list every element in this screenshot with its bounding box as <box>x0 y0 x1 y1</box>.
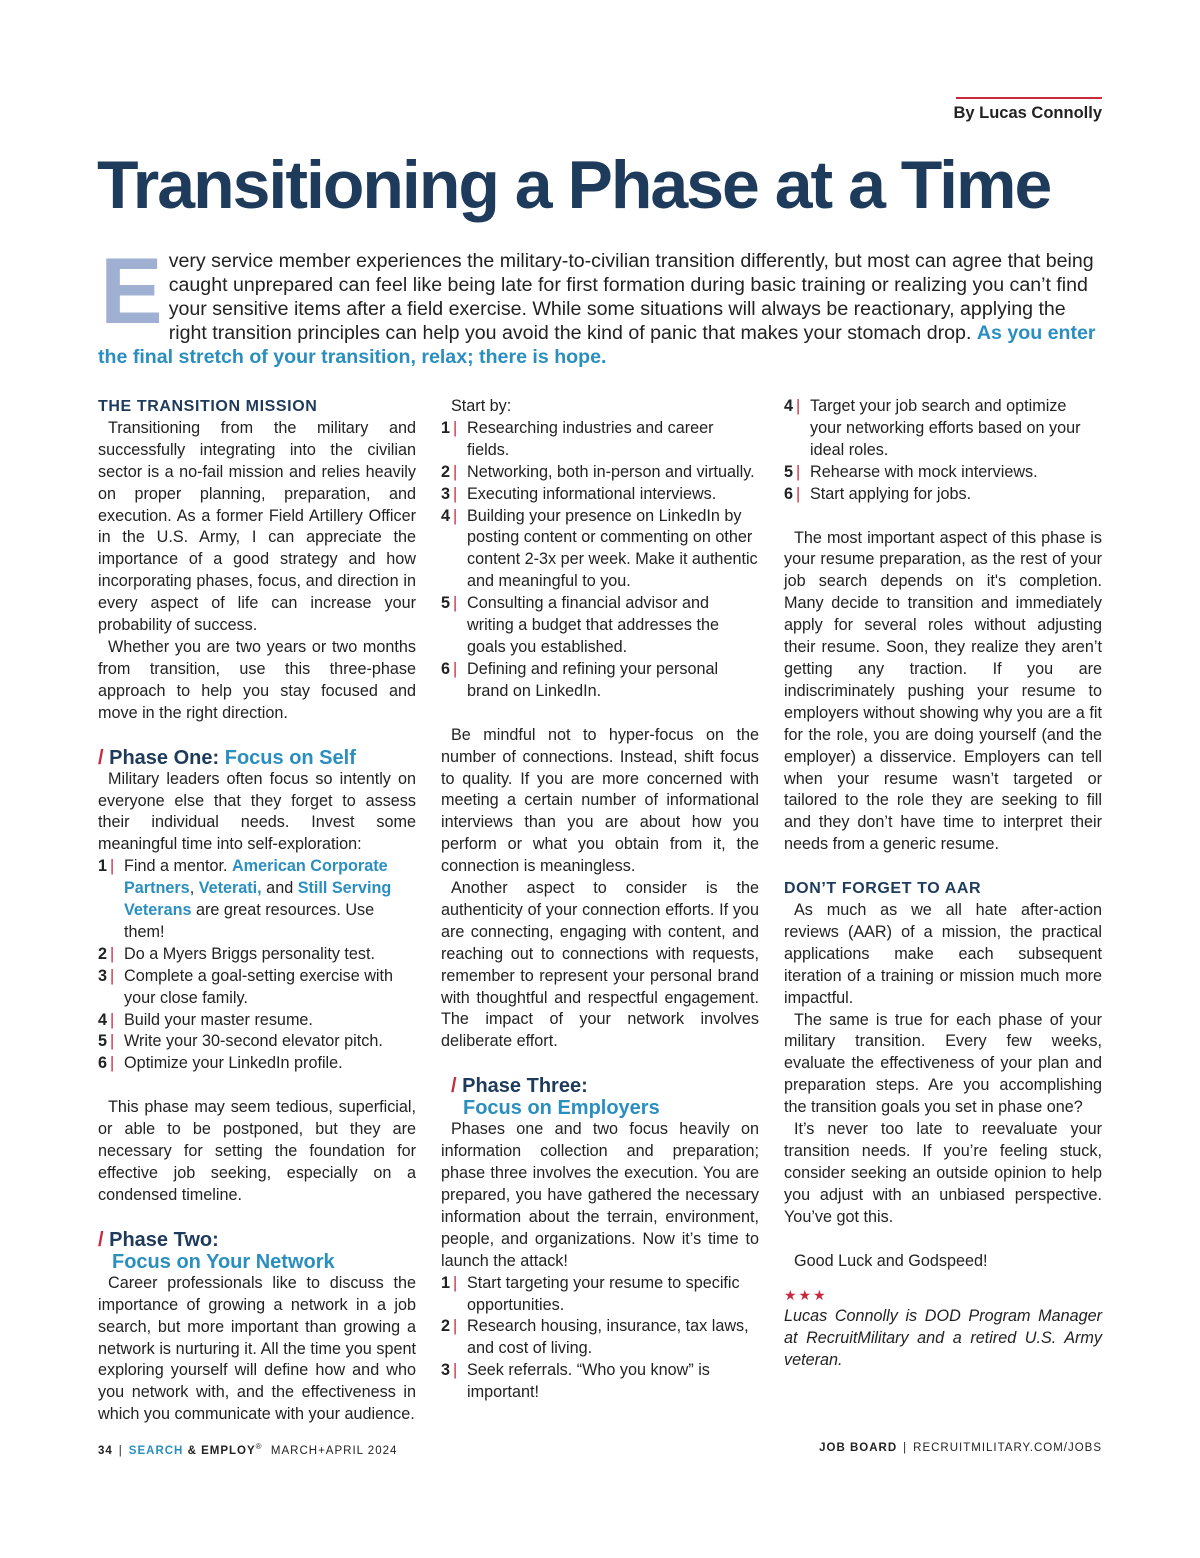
paragraph: Transitioning from the military and successfully integrating into the civilian sector is a no-fail mission and relies heavily on proper planning, preparation, and execution. As a former Field Artillery Officer in the U.S. Army, I can appreciate the importance of a good strategy and how incorporating phases, focus, and direction in every aspect of life can increase your probability of success. <box>98 418 416 635</box>
phase-two-heading: / Phase Two: Focus on Your Network <box>98 1228 335 1273</box>
list-item: 1 | Researching industries and career fields. <box>441 418 714 459</box>
page-number: 34 <box>98 1444 113 1457</box>
list-item: 6 | Optimize your LinkedIn profile. <box>98 1054 343 1073</box>
list-item: 2 | Do a Myers Briggs personality test. <box>98 944 376 963</box>
section-heading-transition-mission: THE TRANSITION MISSION <box>98 398 318 415</box>
phase-label: Phase Three: <box>462 1075 588 1098</box>
section-heading-aar: DON’T FORGET TO AAR <box>784 880 982 898</box>
list-item: 4 | Target your job search and optimize your networking efforts based on your ideal roles. <box>784 397 1081 459</box>
intro-highlight: As you enter the final stretch of your transition, relax; there is hope. <box>98 322 1096 368</box>
signoff: Good Luck and Godspeed! <box>794 1251 988 1270</box>
article-title: Transitioning a Phase at a Time <box>97 147 1051 223</box>
list-item: 2 | Research housing, insurance, tax laws, and cost of living. <box>441 1317 749 1358</box>
paragraph: Career professionals like to discuss the importance of growing a network in a job search, but more important than growing a network is nurturing it. All the time you spent exploring yourself will define how and who you network with, and the effectiveness in which you communicate with your audience. <box>98 1273 416 1424</box>
paragraph: Another aspect to consider is the authenticity of your connection efforts. If you are connecting, engaging with content, and reaching out to connections with requests, remember to represent your personal brand with thoughtful and respectful engagement. The impact of your network involves deliberate effort. <box>441 879 759 1051</box>
column-1 <box>98 396 416 1426</box>
byline-rule <box>956 97 1102 99</box>
paragraph: Military leaders often focus so intently on everyone else that they forget to assess their individual needs. Invest some meaningful time into self-exploration: <box>98 769 416 854</box>
issue-date: MARCH+APRIL 2024 <box>270 1444 398 1457</box>
paragraph: Phases one and two focus heavily on information collection and preparation; phase three involves the execution. You are prepared, you have gathered the necessary information about the terrain, environment, people, and organizations. Now it’s time to launch the attack! <box>441 1120 759 1270</box>
list-item: 6 | Start applying for jobs. <box>784 484 972 503</box>
list-item: 5 | Consulting a financial advisor and writing a budget that addresses the goals you established. <box>441 594 719 656</box>
list-item: 5 | Rehearse with mock interviews. <box>784 462 1038 481</box>
paragraph: The most important aspect of this phase is your resume preparation, as the rest of your job search depends on it's completion. Many decide to transition and immediately apply for several roles without adjusting their resume. Soon, they realize they aren’t getting any traction. If you are indiscriminately pushing your resume to employers without showing why you are a fit for the role, you are doing yourself (and the employer) a disservice. Employers can tell when your resume wasn’t targeted or tailored to the role they are seeking to fill and they don’t have time to interpret their needs from a generic resume. <box>784 528 1102 854</box>
phase-three-heading: / Phase Three: Focus on Employers <box>451 1075 660 1120</box>
list-item: 2 | Networking, both in-person and virtually. <box>441 462 755 481</box>
list-item: 1 | Start targeting your resume to specific opportunities. <box>441 1273 740 1314</box>
footer-right: JOB BOARD | RECRUITMILITARY.COM/JOBS <box>819 1442 1102 1454</box>
phase-one-heading: / Phase One: Focus on Self <box>98 746 356 769</box>
start-by-label: Start by: <box>451 397 512 415</box>
list-item: 4 | Build your master resume. <box>98 1010 313 1029</box>
paragraph: Be mindful not to hyper-focus on the number of connections. Instead, shift focus to quality. If you are more concerned with meeting a certain number of informational interviews than you are about how you perform or what you obtain from it, the connection is meaningless. <box>441 725 759 876</box>
author-bio: Lucas Connolly is DOD Program Manager at RecruitMilitary and a retired U.S. Army veteran. <box>784 1307 1102 1370</box>
section-name: JOB BOARD <box>819 1442 898 1454</box>
byline: By Lucas Connolly <box>953 104 1102 122</box>
footer-left: 34 | SEARCH & EMPLOY® MARCH+APRIL 2024 <box>98 1442 398 1457</box>
column-2 <box>441 396 759 1404</box>
link-veterati[interactable]: Veterati, <box>198 879 262 898</box>
paragraph: This phase may seem tedious, superficial, or able to be postponed, but they are necessary for setting the foundation for effective job seeking, especially on a condensed timeline. <box>98 1098 416 1204</box>
list-item: 4 | Building your presence on LinkedIn by posting content or commenting on other content 2-3x per week. Make it authentic and meaningful to you. <box>441 506 758 591</box>
stars-icon: ★★★ <box>784 1286 828 1303</box>
column-3 <box>784 396 1102 1372</box>
list-item: 3 | Complete a goal-setting exercise with your close family. <box>98 966 394 1007</box>
link-still-serving-veterans[interactable]: Still Serving Veterans <box>124 879 392 920</box>
phase-subtitle: Focus on Self <box>224 746 356 769</box>
paragraph: It’s never too late to reevaluate your transition needs. If you’re feeling stuck, consider seeking an outside opinion to help you adjust with an unbiased perspective. You’ve got this. <box>784 1120 1102 1226</box>
list-item: 3 | Seek referrals. “Who you know” is important! <box>441 1361 710 1402</box>
intro-text: very service member experiences the military-to-civilian transition differently, but most can agree that being caught unprepared can feel like being late for first formation during basic training or realizing you can’t find your sensitive items after a field exercise. While some situations will always be reactionary, applying the right transition principles can help you avoid the kind of panic that makes your stomach drop. <box>168 250 1094 344</box>
list-item: 5 | Write your 30-second elevator pitch. <box>98 1032 383 1051</box>
list-item: 1 | Find a mentor. American Corporate Partners, Veterati, and Still Serving Veterans are great resources. Use them! <box>98 857 392 941</box>
paragraph: The same is true for each phase of your military transition. Every few weeks, evaluate the effectiveness of your plan and preparation steps. Are you accomplishing the transition goals you set in phase one? <box>784 1010 1102 1117</box>
phase-subtitle: Focus on Employers <box>463 1097 660 1120</box>
paragraph: Whether you are two years or two months from transition, use this three-phase approach to help you stay focused and move in the right direction. <box>98 637 416 722</box>
paragraph: As much as we all hate after-action reviews (AAR) of a mission, the practical applications make each subsequent iteration of a training or mission much more impactful. <box>784 901 1102 1007</box>
website-url[interactable]: RECRUITMILITARY.COM/JOBS <box>913 1442 1102 1454</box>
phase-label: Phase One: <box>109 746 220 769</box>
drop-cap: E <box>100 238 163 343</box>
list-item: 3 | Executing informational interviews. <box>441 484 717 503</box>
brand-search: SEARCH <box>128 1444 184 1457</box>
list-item: 6 | Defining and refining your personal brand on LinkedIn. <box>441 659 719 700</box>
intro-paragraph <box>98 238 1102 369</box>
phase-label: Phase Two: <box>109 1228 219 1251</box>
link-american-corporate-partners[interactable]: American Corporate Partners <box>124 857 388 898</box>
brand-employ: & EMPLOY <box>187 1444 256 1457</box>
phase-subtitle: Focus on Your Network <box>112 1250 335 1273</box>
